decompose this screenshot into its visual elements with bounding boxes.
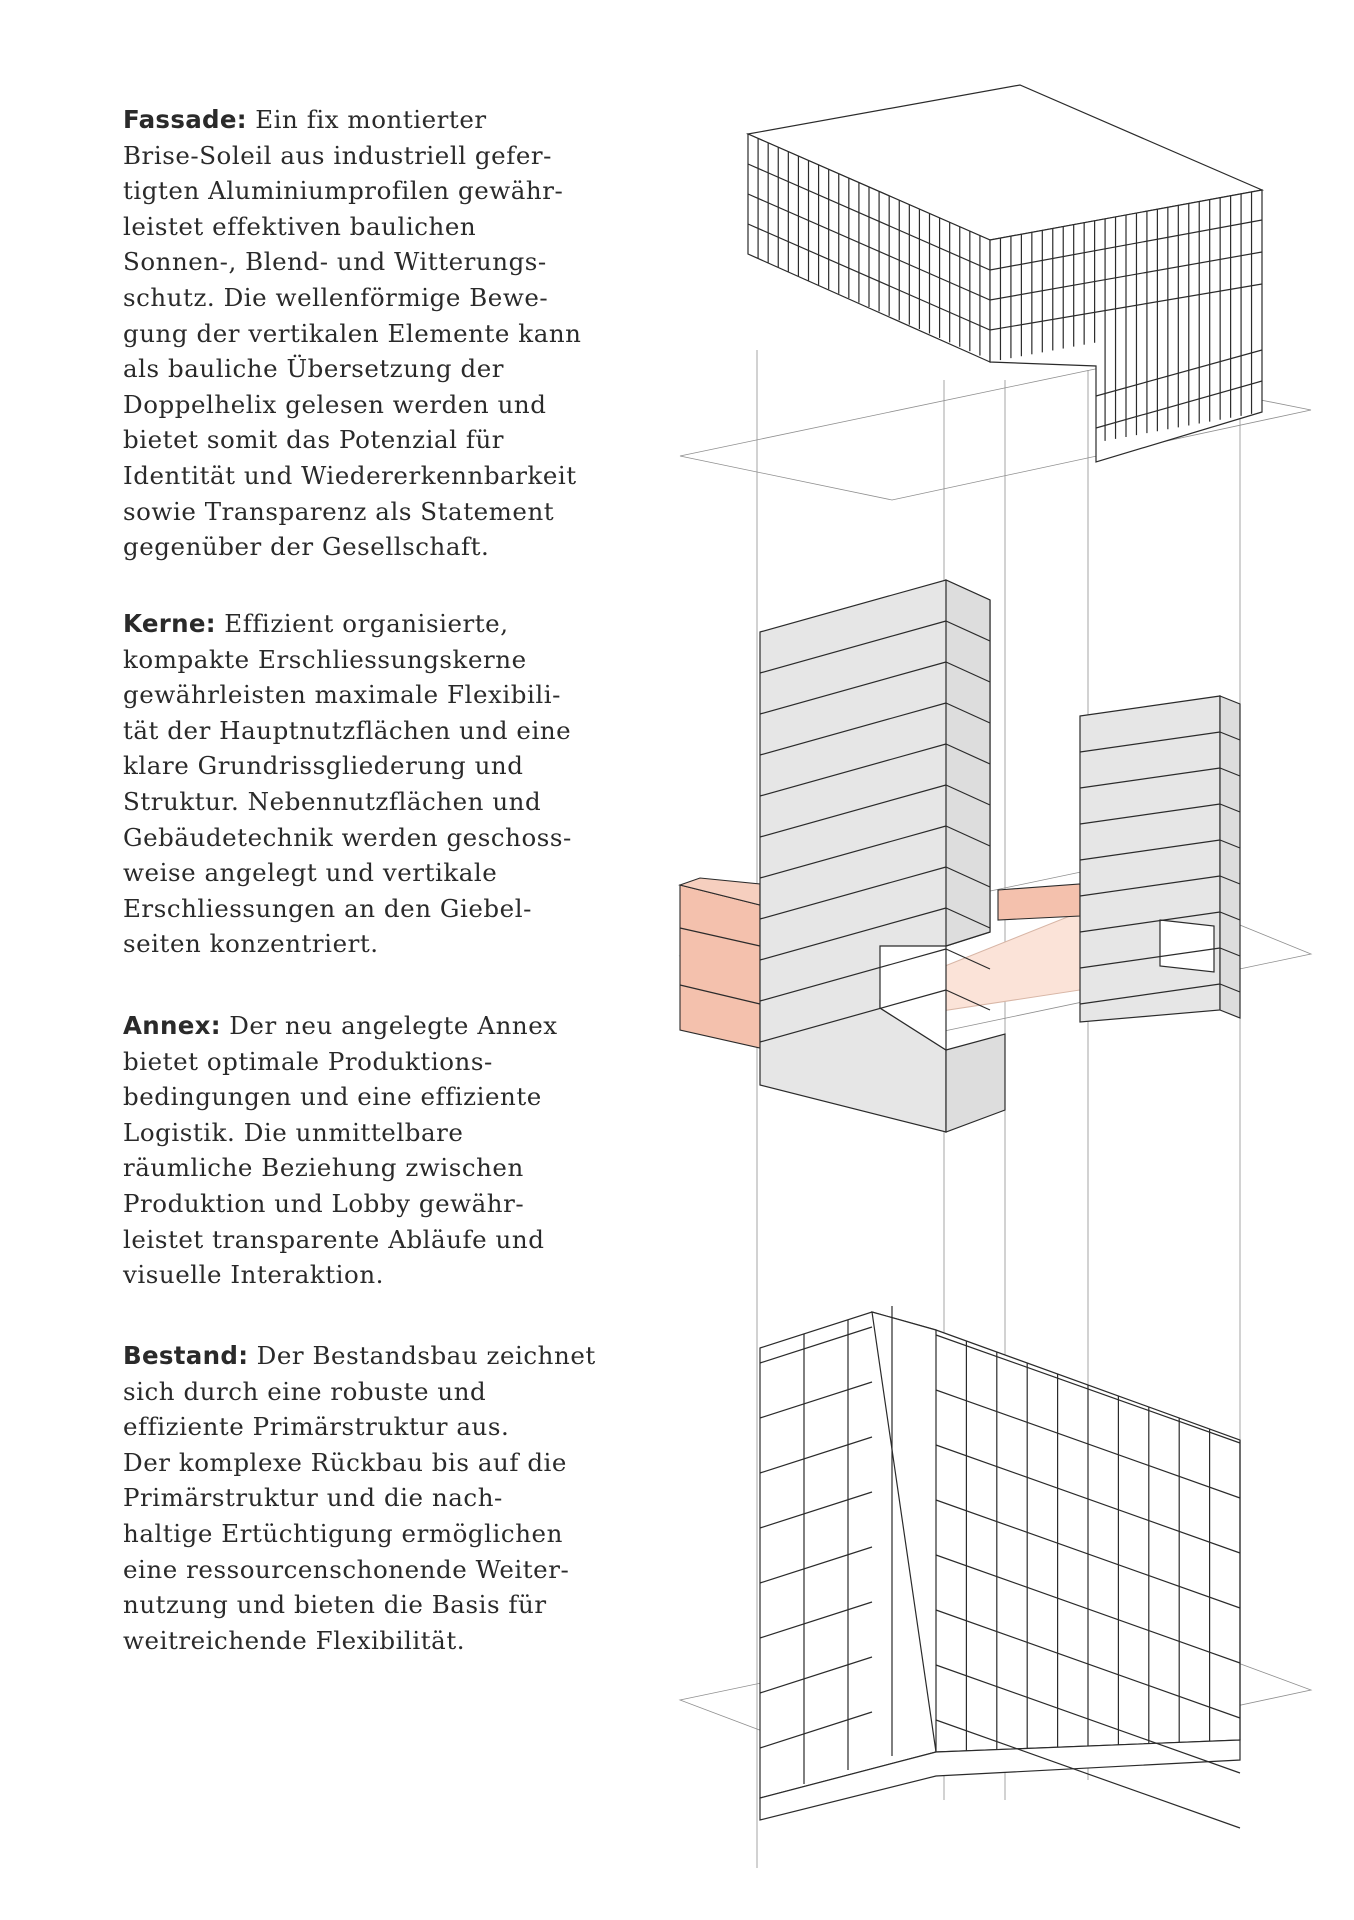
text-line: bedingungen und eine effiziente xyxy=(123,1082,542,1112)
paragraph-heading: Annex: xyxy=(123,1011,221,1040)
text-line: weise angelegt und vertikale xyxy=(123,858,498,888)
text-line: Gebäudetechnik werden geschoss- xyxy=(123,822,572,852)
text-line: sich durch eine robuste und xyxy=(123,1376,487,1406)
text-line: gegenüber der Gesellschaft. xyxy=(123,532,490,562)
bestand-volume xyxy=(760,1306,1240,1828)
text-line: nutzung und bieten die Basis für xyxy=(123,1590,547,1620)
paragraph-heading: Kerne: xyxy=(123,609,216,638)
text-line: Erschliessungen an den Giebel- xyxy=(123,893,532,923)
text-line: Primärstruktur und die nach- xyxy=(123,1483,503,1513)
text-line: visuelle Interaktion. xyxy=(123,1260,384,1290)
kerne-annex-volume xyxy=(680,580,1240,1132)
annex-block-left xyxy=(680,885,760,1048)
text-line: leistet transparente Abläufe und xyxy=(123,1224,545,1254)
line-text: Effizient organisierte, xyxy=(224,609,509,638)
text-line: Produktion und Lobby gewähr- xyxy=(123,1188,525,1218)
text-line: sowie Transparenz als Statement xyxy=(123,496,555,526)
text-line: bietet optimale Produktions- xyxy=(123,1046,493,1076)
text-line: Struktur. Nebennutzflächen und xyxy=(123,786,542,816)
text-line: Doppelhelix gelesen werden und xyxy=(123,389,547,419)
line-text: Ein fix montierter xyxy=(255,105,487,134)
text-line: Sonnen-, Blend- und Witterungs- xyxy=(123,247,547,277)
annex-block-right xyxy=(998,884,1080,920)
line-text: Der Bestandsbau zeichnet xyxy=(256,1341,596,1370)
paragraph-heading: Fassade: xyxy=(123,105,247,134)
text-line: räumliche Beziehung zwischen xyxy=(123,1153,524,1183)
text-line: weitreichende Flexibilität. xyxy=(123,1625,466,1655)
text-line: schutz. Die wellenförmige Bewe- xyxy=(123,282,549,312)
text-line: tigten Aluminiumprofilen gewähr- xyxy=(123,176,564,206)
text-line: seiten konzentriert. xyxy=(123,929,379,959)
text-line: leistet effektiven baulichen xyxy=(123,211,477,241)
text-line: haltige Ertüchtigung ermöglichen xyxy=(123,1518,563,1548)
text-line: Identität und Wiedererkennbarkeit xyxy=(123,460,577,490)
text-line: effiziente Primärstruktur aus. xyxy=(123,1412,510,1442)
text-line: tät der Hauptnutzflächen und eine xyxy=(123,715,572,745)
text-line: Der komplexe Rückbau bis auf die xyxy=(123,1447,567,1477)
text-line: klare Grundrissgliederung und xyxy=(123,751,524,781)
text-line: als bauliche Übersetzung der xyxy=(123,354,505,384)
line-text: Der neu angelegte Annex xyxy=(229,1011,558,1040)
text-line: gewährleisten maximale Flexibili- xyxy=(123,680,561,710)
text-line: Brise-Soleil aus industriell gefer- xyxy=(123,140,552,170)
text-line: Logistik. Die unmittelbare xyxy=(123,1117,464,1147)
text-line: bietet somit das Potenzial für xyxy=(123,425,505,455)
text-line: eine ressourcenschonende Weiter- xyxy=(123,1554,570,1584)
text-line: gung der vertikalen Elemente kann xyxy=(123,318,582,348)
text-line: kompakte Erschliessungskerne xyxy=(123,644,527,674)
paragraph-heading: Bestand: xyxy=(123,1341,249,1370)
